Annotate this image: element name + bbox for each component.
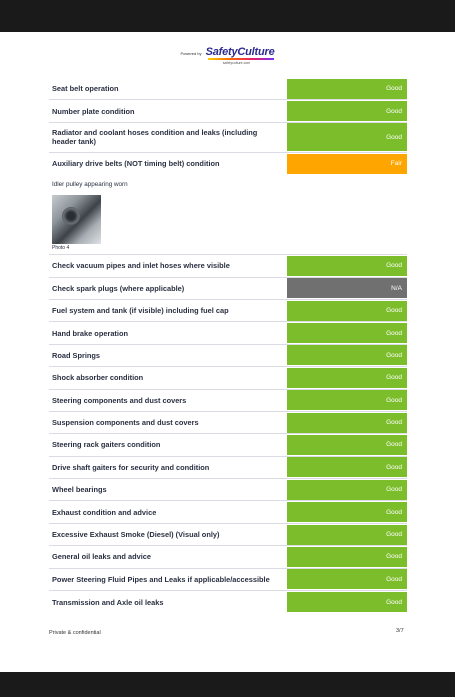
list-item	[49, 591, 407, 613]
item-label: Exhaust condition and advice	[52, 507, 157, 517]
page-number: 3/7	[396, 628, 404, 634]
list-item	[49, 78, 407, 100]
item-note: Idler pulley appearing worn	[52, 181, 128, 189]
brand-url: safetyculture.com	[222, 61, 251, 65]
item-label: General oil leaks and advice	[52, 552, 152, 562]
brand-underline	[208, 58, 274, 60]
list-item	[49, 546, 407, 568]
item-label: Power Steering Fluid Pipes and Leaks if applicable/accessible	[52, 574, 270, 584]
item-label: Hand brake operation	[52, 328, 128, 338]
list-item	[49, 524, 407, 546]
top-black-bar	[0, 0, 455, 32]
photo-attachment	[49, 195, 407, 255]
pulley-image-detail	[62, 207, 80, 225]
photo-caption: Photo 4	[52, 245, 70, 252]
list-item	[49, 345, 407, 367]
list-item	[49, 412, 407, 434]
item-label: Excessive Exhaust Smoke (Diesel) (Visual only)	[52, 530, 220, 540]
list-item	[49, 457, 407, 479]
item-label: Fuel system and tank (if visible) including fuel cap	[52, 306, 229, 316]
list-item	[49, 123, 407, 153]
status-badge: Fair	[287, 154, 407, 174]
status-badge: Good	[287, 101, 407, 121]
item-label: Transmission and Axle oil leaks	[52, 597, 164, 607]
status-badge: Good	[287, 123, 407, 151]
list-item	[49, 255, 407, 277]
item-label: Wheel bearings	[52, 485, 107, 495]
status-badge: Good	[287, 323, 407, 343]
status-badge: Good	[287, 457, 407, 477]
status-badge: Good	[287, 547, 407, 567]
list-item	[49, 479, 407, 501]
item-label: Auxiliary drive belts (NOT timing belt) condition	[52, 159, 220, 169]
item-label: Road Springs	[52, 350, 101, 360]
status-badge: Good	[287, 435, 407, 455]
status-badge: Good	[287, 413, 407, 433]
item-label: Seat belt operation	[52, 84, 119, 94]
item-label: Number plate condition	[52, 106, 135, 116]
list-item	[49, 569, 407, 591]
list-item	[49, 300, 407, 322]
item-label: Drive shaft gaiters for security and condition	[52, 462, 210, 472]
list-item	[49, 434, 407, 456]
list-item	[49, 367, 407, 389]
status-badge: Good	[287, 569, 407, 589]
list-item	[49, 153, 407, 175]
list-item	[49, 501, 407, 523]
status-badge: Good	[287, 525, 407, 545]
item-label: Radiator and coolant hoses condition and leaks (including header tank)	[52, 128, 258, 147]
list-item	[49, 322, 407, 344]
item-label: Check spark plugs (where applicable)	[52, 283, 185, 293]
item-label: Check vacuum pipes and inlet hoses where visible	[52, 261, 230, 271]
inspection-list	[49, 78, 407, 613]
status-badge: Good	[287, 502, 407, 522]
status-badge: Good	[287, 301, 407, 321]
status-badge: Good	[287, 390, 407, 410]
item-label: Suspension components and dust covers	[52, 418, 199, 428]
bottom-black-bar	[0, 672, 455, 697]
item-label: Steering components and dust covers	[52, 395, 187, 405]
brand-header	[0, 46, 455, 65]
item-label: Shock absorber condition	[52, 373, 144, 383]
status-badge: Good	[287, 592, 407, 612]
status-badge: Good	[287, 480, 407, 500]
item-label: Steering rack gaiters condition	[52, 440, 161, 450]
list-item	[49, 390, 407, 412]
engine-photo[interactable]	[52, 195, 101, 244]
status-badge: Good	[287, 368, 407, 388]
status-badge: Good	[287, 256, 407, 276]
powered-by-text: Powered by	[180, 51, 202, 56]
list-item	[49, 100, 407, 122]
status-badge: Good	[287, 345, 407, 365]
list-item	[49, 278, 407, 300]
status-badge: Good	[287, 79, 407, 99]
brand-logo-text: SafetyCulture	[205, 46, 275, 58]
footer-confidential: Private & confidential	[49, 630, 101, 636]
status-badge: N/A	[287, 278, 407, 298]
report-page	[0, 32, 455, 672]
